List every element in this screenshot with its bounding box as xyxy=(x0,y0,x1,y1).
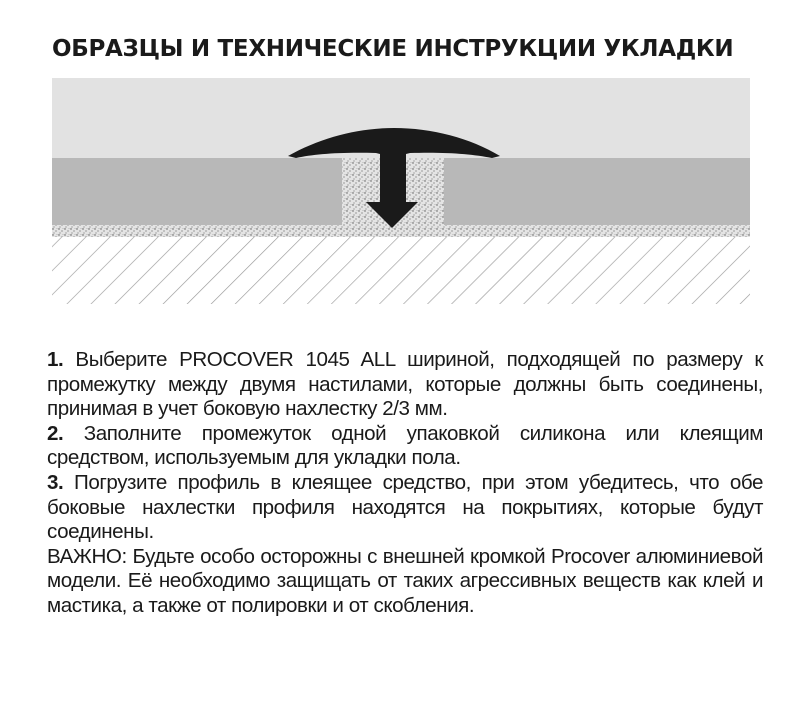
instructions xyxy=(47,348,763,619)
step-text: Погрузите профиль в клеящее средство, при этом убедитесь, что обе боковые нахлестки профиля находятся на покрытиях, которые будут соединены. xyxy=(47,470,763,544)
step-number: 2. xyxy=(47,421,64,445)
step-number: 3. xyxy=(47,470,64,494)
installation-diagram xyxy=(52,78,750,304)
step-3 xyxy=(47,471,763,545)
step-text: Заполните промежуток одной упаковкой силикона или клеящим средством, используемым для укладки пола. xyxy=(47,421,763,470)
step-1 xyxy=(47,348,763,422)
step-2 xyxy=(47,422,763,471)
step-number: 1. xyxy=(47,348,64,371)
subfloor xyxy=(52,237,750,304)
floor-board-left xyxy=(52,158,342,225)
floor-board-right xyxy=(444,158,750,225)
step-text: Выберите PROCOVER 1045 ALL шириной, подходящей по размеру к промежутку между двумя настилами, которые должны быть соединены, принимая в учет боковую нахлестку 2/3 мм. xyxy=(47,348,763,421)
page-title: ОБРАЗЦЫ И ТЕХНИЧЕСКИЕ ИНСТРУКЦИИ УКЛАДКИ xyxy=(52,36,734,62)
important-note: ВАЖНО: Будьте особо осторожны с внешней кромкой Procover алюминиевой модели. Её необходимо защищать от таких агрессивных веществ как клей и мастика, а также от полировки и от скобления. xyxy=(47,544,763,617)
